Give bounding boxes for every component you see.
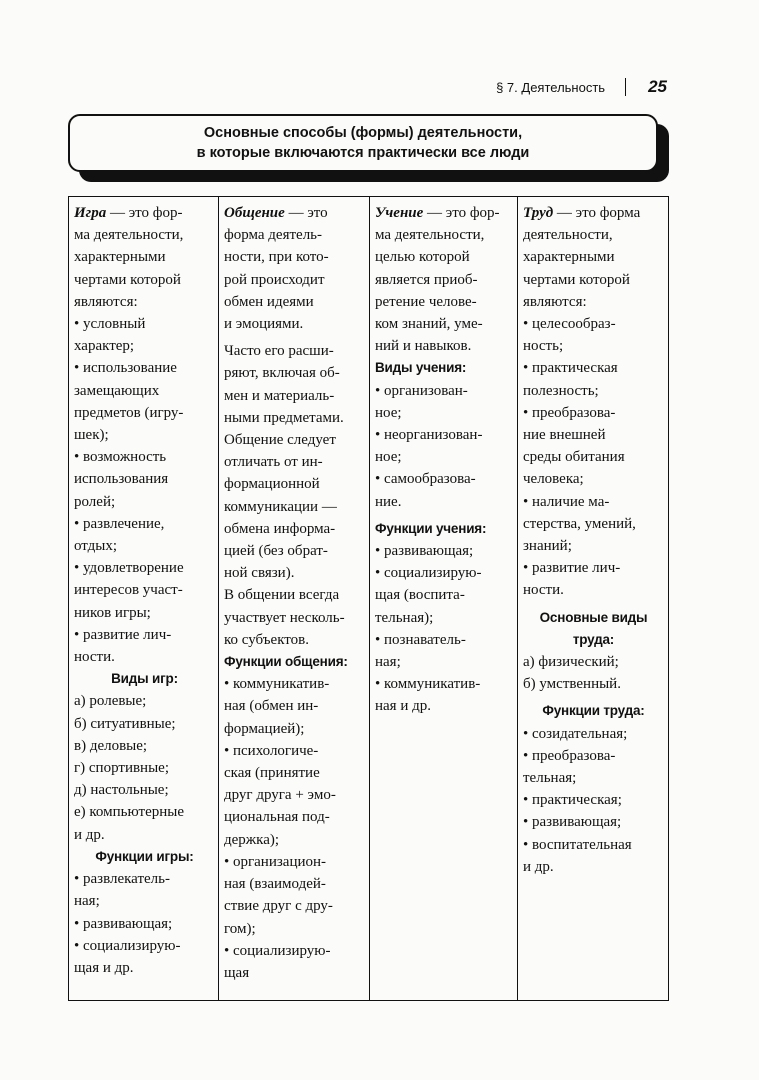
- text-line: • развитие лич-: [74, 626, 172, 643]
- text-line: ная;: [375, 654, 401, 671]
- subheading: Виды учения:: [375, 360, 467, 376]
- table-title-line-1: Основные способы (формы) деятельности,: [203, 125, 523, 141]
- text-line: и эмоциями.: [224, 316, 304, 333]
- text-line: замещающих: [74, 382, 160, 399]
- subheading: Виды игр:: [111, 671, 178, 687]
- text-line: е) компьютерные: [74, 804, 184, 821]
- text-line: рой происходит: [224, 271, 325, 288]
- term-name: Труд: [523, 205, 554, 221]
- text-line: ное;: [375, 449, 402, 466]
- column-learning: [370, 197, 518, 1000]
- header-divider: [625, 78, 626, 96]
- text-line: а) ролевые;: [74, 693, 147, 710]
- text-line: • развлечение,: [74, 515, 165, 532]
- text-line: ретение челове-: [375, 293, 477, 310]
- term-name: Игра: [74, 205, 107, 221]
- text-line: интересов участ-: [74, 582, 183, 599]
- text-line: • практическая;: [523, 792, 622, 809]
- definition-line: [74, 202, 215, 224]
- table-title-line-2: в которые включаются практически все люди: [196, 145, 530, 161]
- text-line: шек);: [74, 427, 109, 444]
- text-line: • организован-: [375, 382, 468, 399]
- subheading: Основные виды: [539, 609, 648, 625]
- text-line: В общении всегда: [224, 587, 340, 604]
- text-line: б) ситуативные;: [74, 715, 176, 732]
- text-line: использования: [74, 471, 169, 488]
- section-title: § 7. Деятельность: [496, 79, 606, 95]
- text-line: форма деятель-: [224, 227, 323, 244]
- subheading: Функции игры:: [95, 848, 194, 864]
- text-line: и др.: [523, 858, 554, 875]
- text-line: ние.: [375, 493, 402, 510]
- text-line: ко субъектов.: [224, 631, 309, 648]
- text-line: держка);: [224, 831, 280, 848]
- text-line: ников игры;: [74, 604, 151, 621]
- text-line: • развивающая;: [523, 814, 622, 831]
- text-line: характерными: [523, 249, 615, 266]
- text-line: тельная;: [523, 770, 577, 787]
- text-line: являются:: [523, 293, 587, 310]
- text-line: друг друга + эмо-: [224, 787, 336, 804]
- text-line: ная (обмен ин-: [224, 698, 319, 715]
- text-line: мен и материаль-: [224, 387, 335, 404]
- text-line: • воспитательная: [523, 836, 632, 853]
- text-line: целью которой: [375, 249, 470, 266]
- text-line: деятельности,: [523, 227, 613, 244]
- text-line: ний и навыков.: [375, 338, 472, 355]
- text-line: • преобразова-: [523, 404, 616, 421]
- term-name: Общение: [224, 205, 285, 221]
- definition-text: — это: [284, 205, 328, 221]
- text-line: ность;: [523, 338, 564, 355]
- text-line: ности, при кото-: [224, 249, 329, 266]
- subheading: Функции учения:: [375, 520, 487, 536]
- text-line: знаний;: [523, 538, 572, 555]
- text-line: б) умственный.: [523, 676, 621, 693]
- activity-forms-table: [68, 196, 669, 1001]
- text-line: • социализирую-: [74, 937, 181, 954]
- definition-text: — это форма: [553, 205, 641, 221]
- text-line: обмен идеями: [224, 293, 314, 310]
- running-header: [70, 76, 667, 98]
- text-line: характер;: [74, 338, 135, 355]
- definition-text: — это фор-: [423, 205, 500, 221]
- subheading: Функции общения:: [224, 654, 348, 670]
- text-line: • возможность: [74, 449, 167, 466]
- text-line: и др.: [74, 826, 105, 843]
- text-line: полезность;: [523, 382, 599, 399]
- text-line: коммуникации —: [224, 498, 337, 515]
- text-line: тельная);: [375, 609, 434, 626]
- subheading: труда:: [572, 631, 615, 647]
- text-line: человека;: [523, 471, 584, 488]
- text-line: • использование: [74, 360, 177, 377]
- text-line: предметов (игру-: [74, 404, 184, 421]
- text-line: • развивающая;: [375, 543, 474, 560]
- text-line: ности.: [523, 582, 564, 599]
- text-line: д) настольные;: [74, 782, 169, 799]
- text-line: • условный: [74, 316, 146, 333]
- text-line: • развивающая;: [74, 915, 173, 932]
- text-line: ролей;: [74, 493, 116, 510]
- text-line: ряют, включая об-: [224, 365, 340, 382]
- text-line: а) физический;: [523, 654, 619, 671]
- definition-line: [523, 202, 664, 224]
- text-line: стерства, умений,: [523, 515, 636, 532]
- text-line: ная;: [74, 893, 100, 910]
- text-line: чертами которой: [74, 271, 181, 288]
- definition-line: [224, 202, 366, 224]
- text-line: г) спортивные;: [74, 760, 169, 777]
- text-line: • коммуникатив-: [375, 676, 481, 693]
- text-line: щая: [224, 964, 250, 981]
- text-line: в) деловые;: [74, 737, 148, 754]
- text-line: среды обитания: [523, 449, 625, 466]
- definition-text: — это фор-: [106, 205, 183, 221]
- text-line: гом);: [224, 920, 256, 937]
- term-name: Учение: [375, 205, 424, 221]
- text-line: ными предметами.: [224, 409, 344, 426]
- text-line: • познаватель-: [375, 631, 466, 648]
- text-line: • целесообраз-: [523, 316, 616, 333]
- text-line: ности.: [74, 649, 115, 666]
- text-line: • удовлетворение: [74, 560, 184, 577]
- text-line: • неорганизован-: [375, 427, 483, 444]
- text-line: • преобразова-: [523, 747, 616, 764]
- text-line: • наличие ма-: [523, 493, 610, 510]
- text-line: • развлекатель-: [74, 871, 170, 888]
- text-line: ма деятельности,: [74, 227, 184, 244]
- text-line: являются:: [74, 293, 138, 310]
- text-line: ствие друг с дру-: [224, 898, 333, 915]
- text-line: • психологиче-: [224, 742, 319, 759]
- text-line: щая (воспита-: [375, 587, 465, 604]
- text-line: • социализирую-: [375, 565, 482, 582]
- text-line: ская (принятие: [224, 765, 320, 782]
- text-line: ма деятельности,: [375, 227, 485, 244]
- column-labor: [518, 197, 667, 1000]
- page-number: 25: [648, 77, 667, 96]
- text-line: Часто его расши-: [224, 343, 334, 360]
- text-line: чертами которой: [523, 271, 630, 288]
- text-line: • созидательная;: [523, 725, 628, 742]
- definition-line: [375, 202, 514, 224]
- text-line: • практическая: [523, 360, 618, 377]
- text-line: Общение следует: [224, 432, 336, 449]
- text-line: • коммуникатив-: [224, 676, 330, 693]
- table-title: [68, 114, 658, 172]
- text-line: • самообразова-: [375, 471, 476, 488]
- text-line: является приоб-: [375, 271, 478, 288]
- column-game: [69, 197, 219, 1000]
- text-line: ное;: [375, 404, 402, 421]
- text-line: формационной: [224, 476, 320, 493]
- column-communication: [219, 197, 370, 1000]
- text-line: обмена информа-: [224, 520, 336, 537]
- text-line: отличать от ин-: [224, 454, 323, 471]
- text-line: • развитие лич-: [523, 560, 621, 577]
- text-line: щая и др.: [74, 959, 134, 976]
- text-line: ная и др.: [375, 698, 431, 715]
- text-line: • социализирую-: [224, 942, 331, 959]
- text-line: участвует несколь-: [224, 609, 345, 626]
- text-line: ком знаний, уме-: [375, 316, 483, 333]
- text-line: формацией);: [224, 720, 305, 737]
- subheading: Функции труда:: [542, 703, 645, 719]
- text-line: ная (взаимодей-: [224, 876, 326, 893]
- text-line: характерными: [74, 249, 166, 266]
- text-line: • организацион-: [224, 853, 327, 870]
- text-line: ние внешней: [523, 427, 606, 444]
- text-line: ной связи).: [224, 565, 295, 582]
- text-line: отдых;: [74, 538, 118, 555]
- text-line: циональная под-: [224, 809, 330, 826]
- text-line: цией (без обрат-: [224, 543, 328, 560]
